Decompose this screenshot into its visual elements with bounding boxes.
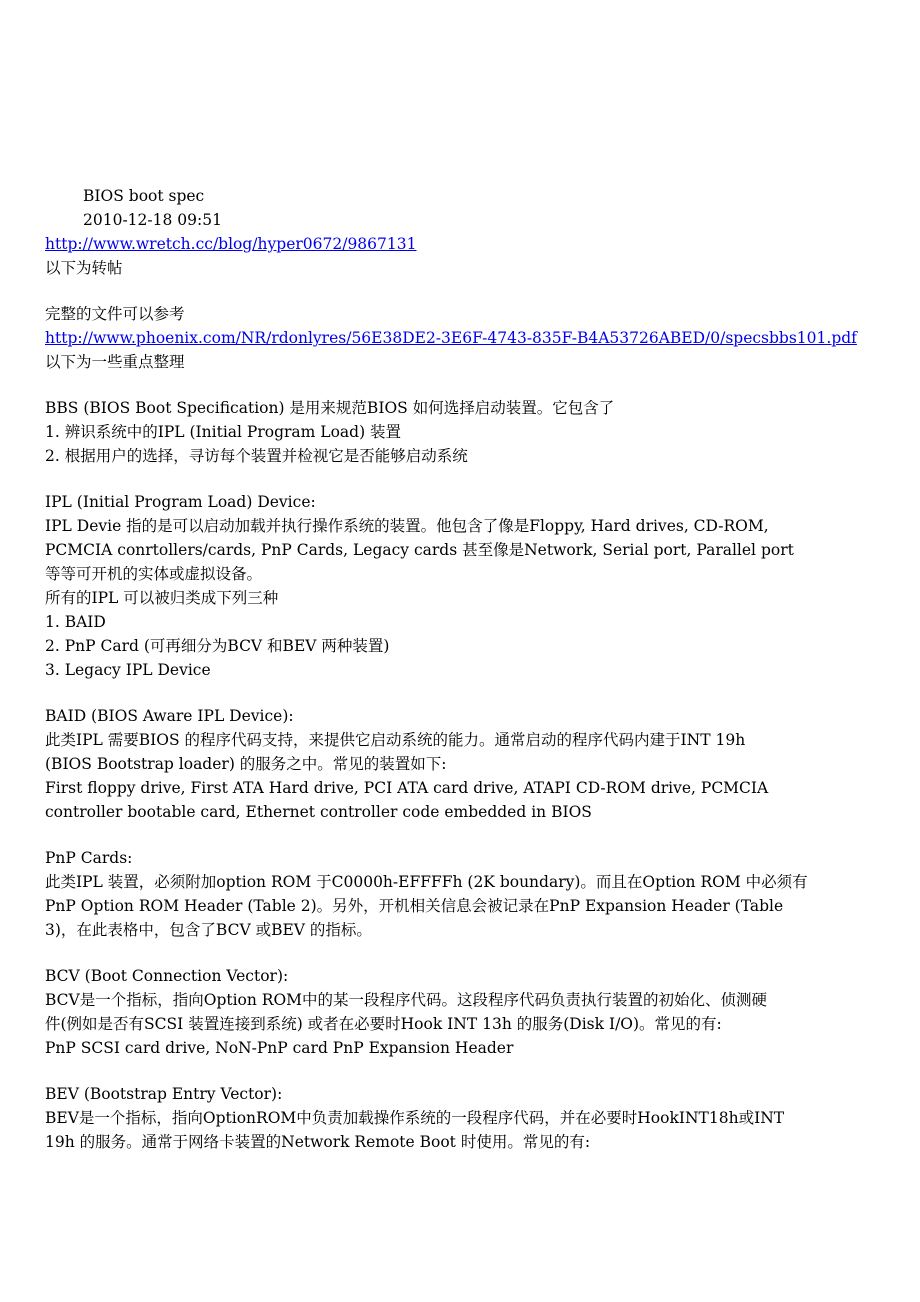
paragraph-line: BCV是一个指标，指向Option ROM中的某一段程序代码。这段程序代码负责执行装置的初始化、侦测硬 <box>45 991 768 1009</box>
paragraph-line: 3)，在此表格中，包含了BCV 或BEV 的指标。 <box>45 921 372 939</box>
paragraph-line: 件(例如是否有SCSI 装置连接到系统) 或者在必要时Hook INT 13h 的服务(Disk I/O)。常见的有: <box>45 1015 722 1033</box>
bbs-intro: BBS (BIOS Boot Specification) 是用来规范BIOS 如何选择启动装置。它包含了 <box>45 399 615 417</box>
document-body <box>45 184 880 1154</box>
spacer <box>45 468 880 490</box>
bcv-heading: BCV (Boot Connection Vector): <box>45 967 289 985</box>
ipl-item: 3. Legacy IPL Device <box>45 661 211 679</box>
paragraph-line: First floppy drive, First ATA Hard drive, PCI ATA card drive, ATAPI CD-ROM drive, PCMCIA <box>45 779 769 797</box>
reference-intro: 完整的文件可以参考 <box>45 305 185 323</box>
bbs-item: 2. 根据用户的选择，寻访每个装置并检视它是否能够启动系统 <box>45 447 468 465</box>
pnp-heading: PnP Cards: <box>45 849 133 867</box>
repost-note: 以下为转帖 <box>45 259 123 277</box>
paragraph-line: 等等可开机的实体或虚拟设备。 <box>45 565 263 583</box>
spacer <box>45 942 880 964</box>
paragraph-line: IPL Devie 指的是可以启动加载并执行操作系统的装置。他包含了像是Floppy, Hard drives, CD-ROM, <box>45 517 769 535</box>
spacer <box>45 374 880 396</box>
paragraph-line: BEV是一个指标，指向OptionROM中负责加载操作系统的一段程序代码，并在必要时HookINT18h或INT <box>45 1109 785 1127</box>
paragraph-line: 19h 的服务。通常于网络卡装置的Network Remote Boot 时使用。常见的有: <box>45 1133 591 1151</box>
spacer <box>45 280 880 302</box>
paragraph-line: 此类IPL 需要BIOS 的程序代码支持，来提供它启动系统的能力。通常启动的程序代码内建于INT 19h <box>45 731 746 749</box>
spec-pdf-link[interactable]: http://www.phoenix.com/NR/rdonlyres/56E38DE2-3E6F-4743-835F-B4A53726ABED/0/specsbbs101.pdf <box>45 329 857 347</box>
paragraph-line: 所有的IPL 可以被归类成下列三种 <box>45 589 279 607</box>
paragraph-line: 此类IPL 装置，必须附加option ROM 于C0000h-EFFFFh (2K boundary)。而且在Option ROM 中必须有 <box>45 873 808 891</box>
ipl-heading: IPL (Initial Program Load) Device: <box>45 493 316 511</box>
spacer <box>45 824 880 846</box>
paragraph-line: PCMCIA conrtollers/cards, PnP Cards, Legacy cards 甚至像是Network, Serial port, Parallel port <box>45 541 794 559</box>
doc-datetime: 2010-12-18 09:51 <box>83 211 222 229</box>
bbs-item: 1. 辨识系统中的IPL (Initial Program Load) 装置 <box>45 423 402 441</box>
reference-note: 以下为一些重点整理 <box>45 353 185 371</box>
source-link[interactable]: http://www.wretch.cc/blog/hyper0672/9867131 <box>45 235 417 253</box>
paragraph-line: PnP Option ROM Header (Table 2)。另外，开机相关信息会被记录在PnP Expansion Header (Table <box>45 897 784 915</box>
ipl-item: 2. PnP Card (可再细分为BCV 和BEV 两种装置) <box>45 637 390 655</box>
spacer <box>45 1060 880 1082</box>
paragraph-line: PnP SCSI card drive, NoN-PnP card PnP Expansion Header <box>45 1039 514 1057</box>
paragraph-line: controller bootable card, Ethernet controller code embedded in BIOS <box>45 803 592 821</box>
bev-heading: BEV (Bootstrap Entry Vector): <box>45 1085 283 1103</box>
paragraph-line: (BIOS Bootstrap loader) 的服务之中。常见的装置如下: <box>45 755 447 773</box>
spacer <box>45 682 880 704</box>
baid-heading: BAID (BIOS Aware IPL Device): <box>45 707 294 725</box>
doc-title: BIOS boot spec <box>83 187 205 205</box>
ipl-item: 1. BAID <box>45 613 106 631</box>
